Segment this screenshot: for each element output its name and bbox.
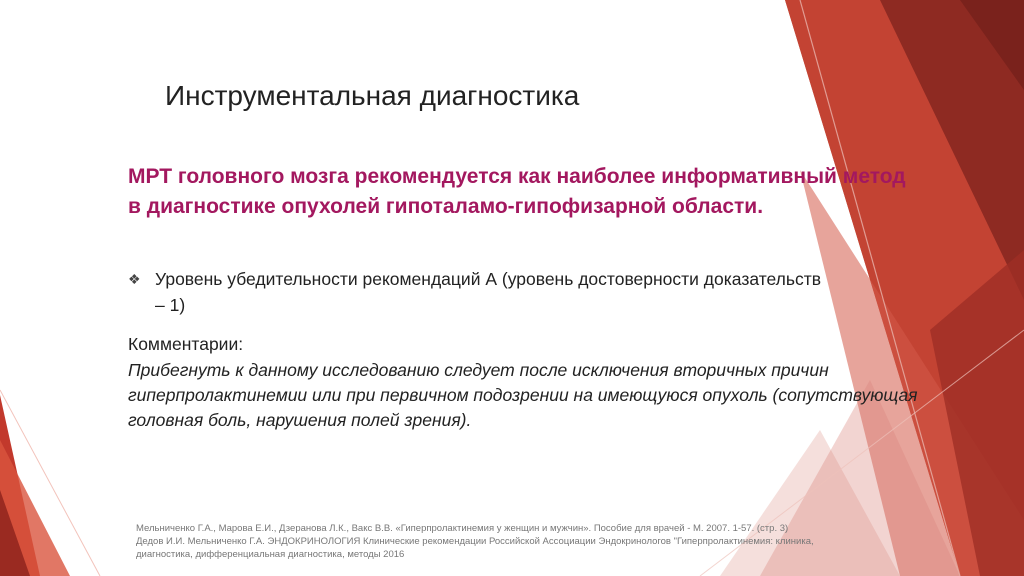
comments-heading: Комментарии: [128,334,244,354]
reference-line: Мельниченко Г.А., Марова Е.И., Дзеранова Л.К., Вакс В.В. «Гиперпролактинемия у женщин и мужчин». Пособие для врачей - М. 2007. 1-57. (стр. 3) [136,523,789,534]
slide-title: Инструментальная диагностика [165,80,580,111]
reference-line: диагностика, дифференциальная диагностика, методы 2016 [136,549,405,560]
references [136,522,926,561]
recommendation-bullet [128,266,828,318]
reference-line: Дедов И.И. Мельниченко Г.А. ЭНДОКРИНОЛОГИЯ Клинические рекомендации Российской Ассоциации Эндокринологов "Гиперпролактинемия: клиника, [136,536,814,547]
lead-statement: МРТ головного мозга рекомендуется как наиболее информативный метод в диагностике опухолей гипоталамо-гипофизарной области. [128,165,906,218]
comments-text: Прибегнуть к данному исследованию следует после исключения вторичных причин гиперпролактинемии или при первичном подозрении на имеющуюся опухоль (сопутствующая головная боль, нарушения полей зрения). [128,360,918,430]
diamond-bullet-icon: ❖ [128,271,141,287]
recommendation-text: Уровень убедительности рекомендаций А (уровень достоверности доказательств – 1) [155,269,822,315]
